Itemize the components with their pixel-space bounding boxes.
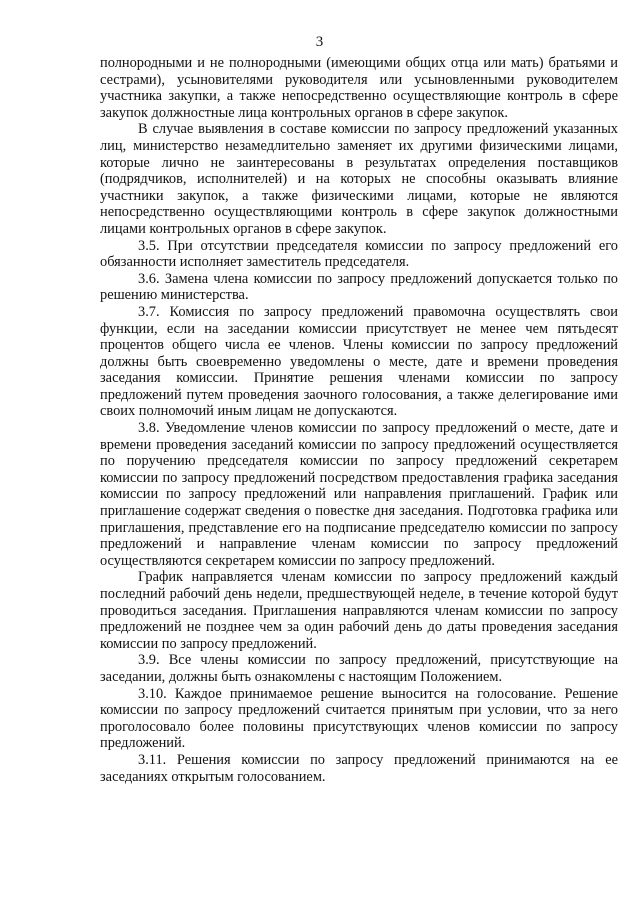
paragraph-3-11: 3.11. Решения комиссии по запросу предложений принимаются на ее заседаниях открытым голосованием.	[100, 751, 618, 785]
paragraph-3-7: 3.7. Комиссия по запросу предложений правомочна осуществлять свои функции, если на заседании комиссии присутствует не менее чем пятьдесят процентов общего числа ее членов. Члены комиссии по запросу предложений должны быть своевременно уведомлены о месте, дате и времени проведения заседания комиссии. Принятие решения членами комиссии по запросу предложений путем проведения заочного голосования, а также делегирование ими своих полномочий иным лицам не допускаются.	[100, 303, 618, 420]
document-body	[100, 55, 618, 785]
paragraph-schedule: График направляется членам комиссии по запросу предложений каждый последний рабочий день недели, предшествующей неделе, в течение которой будут проводиться заседания. Приглашения направляются членам комиссии по запросу предложений не позднее чем за один рабочий день до даты проведения заседания комиссии по запросу предложений.	[100, 569, 618, 652]
paragraph-3-9: 3.9. Все члены комиссии по запросу предложений, присутствующие на заседании, должны быть ознакомлены с настоящим Положением.	[100, 652, 618, 685]
paragraph-3-8: 3.8. Уведомление членов комиссии по запросу предложений о месте, дате и времени проведения заседаний комиссии по запросу предложений осуществляется по поручению председателя комиссии по запросу предложений секретарем комиссии по запросу предложений посредством предоставления графика заседания комиссии по запросу предложений или направления приглашений. График или приглашение содержат сведения о повестке дня заседания. Подготовка графика или приглашения, представление его на подписание председателю комиссии по запросу предложений и направление членам комиссии по запросу предложений осуществляются секретарем комиссии по запросу предложений.	[100, 420, 618, 569]
paragraph-continuation: полнородными и не полнородными (имеющими общих отца или мать) братьями и сестрами), усыновителями руководителя или усыновленными руководителем участника закупки, а также непосредственно осуществляющие контроль в сфере закупок должностные лица контрольных органов в сфере закупок.	[100, 55, 618, 121]
paragraph-3-6: 3.6. Замена члена комиссии по запросу предложений допускается только по решению министерства.	[100, 270, 618, 304]
paragraph-replacement-of-members: В случае выявления в составе комиссии по запросу предложений указанных лиц, министерство незамедлительно заменяет их другими физическими лицами, которые лично не заинтересованы в результатах определения поставщиков (подрядчиков, исполнителей) и на которых не способны оказывать влияние участники закупок, а также физическими лицами, которые не являются непосредственно осуществляющими контроль в сфере закупок должностными лицами контрольных органов в сфере закупок.	[100, 121, 618, 237]
page-number: 3	[315, 34, 324, 50]
paragraph-3-10: 3.10. Каждое принимаемое решение выносится на голосование. Решение комиссии по запросу предложений считается принятым при условии, что за него проголосовало более половины присутствующих членов комиссии по запросу предложений.	[100, 685, 618, 752]
paragraph-3-5: 3.5. При отсутствии председателя комиссии по запросу предложений его обязанности исполняет заместитель председателя.	[100, 237, 618, 271]
